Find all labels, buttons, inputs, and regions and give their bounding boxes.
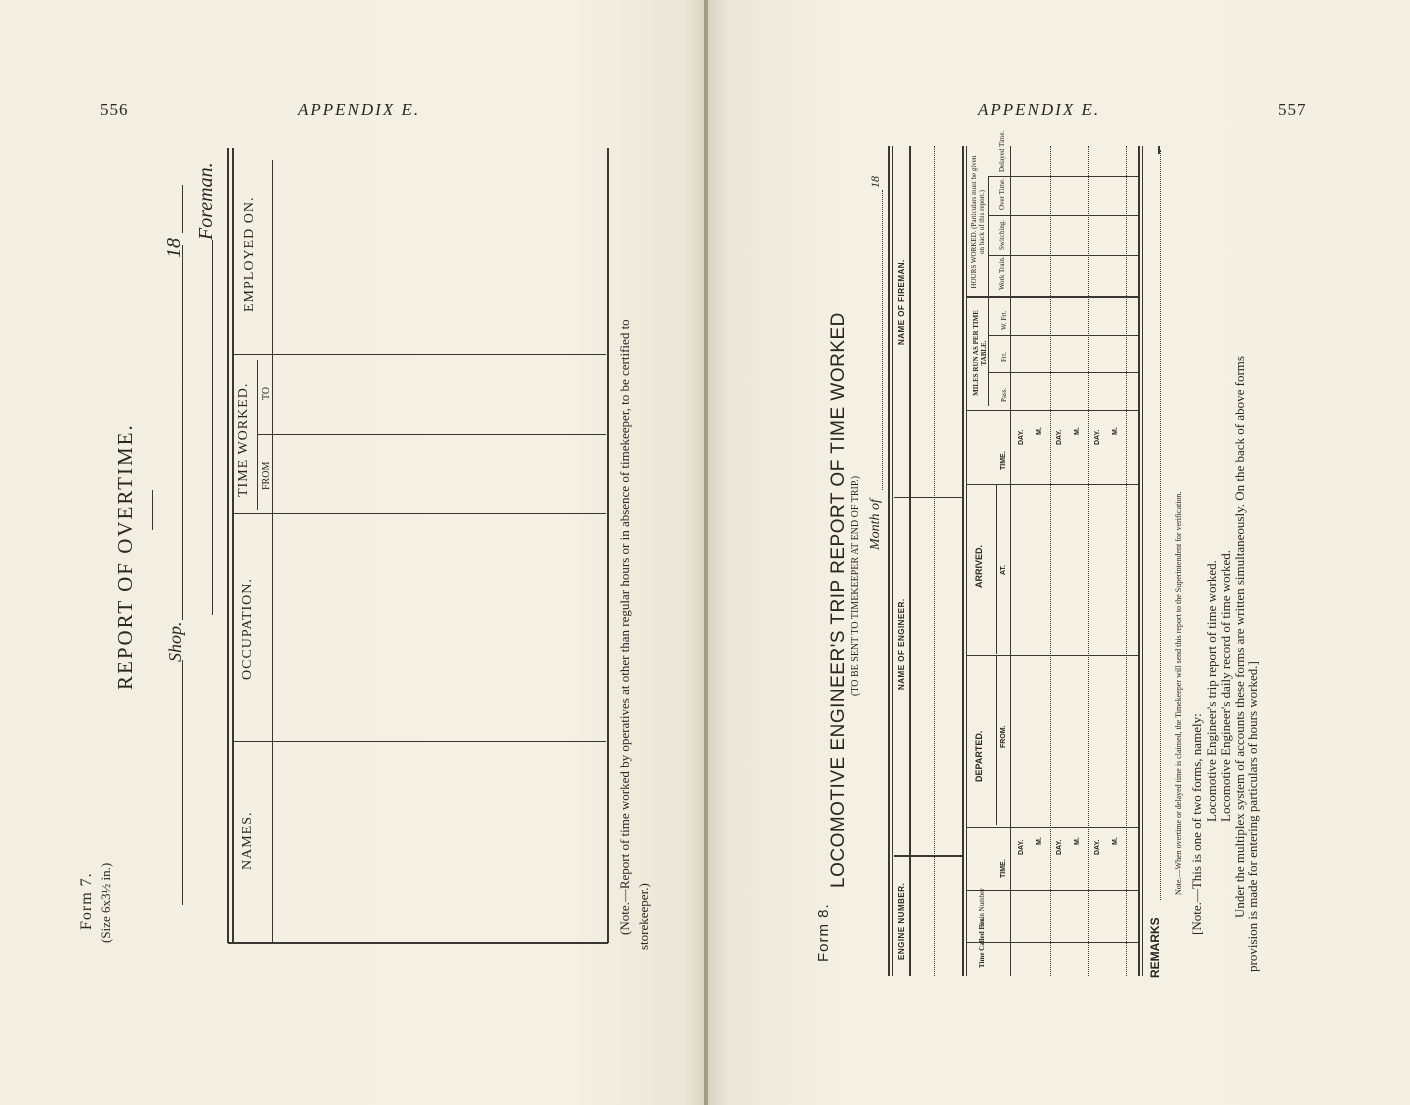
page-number: 556 (100, 100, 129, 119)
departed-day-1: DAY. (1018, 839, 1025, 855)
footnote-line-5: provision is made for entering particulars of hours worked.] (1245, 661, 1260, 972)
departed-m-1: M. (1036, 837, 1043, 845)
date-year-line (182, 185, 183, 233)
arrived-day-3: DAY. (1094, 429, 1101, 445)
shop-label: Shop. (165, 621, 185, 662)
column-employed-on: EMPLOYED ON. (242, 196, 257, 312)
engine-number-field: ENGINE NUMBER. (897, 882, 906, 960)
column-from: FROM (261, 461, 272, 490)
footnote-line-1: [Note.—This is one of two forms, namely: (1189, 713, 1204, 935)
form-subtitle: (TO BE SENT TO TIMEKEEPER AT END OF TRIP.) (850, 475, 861, 696)
footnote-line-4: Under the multiplex system of accounts these forms are written simultaneously. On the back of above forms (1232, 356, 1247, 918)
note-line-1: (Note.—Report of time worked by operatives at other than regular hours or in absence of timekeeper, to be certified to (617, 319, 632, 935)
column-occupation: OCCUPATION. (240, 578, 255, 680)
column-departed: DEPARTED. (974, 730, 984, 782)
column-arrived-time: TIME. (1000, 451, 1007, 470)
form-note: Note.—When overtime or delayed time is claimed, the Timekeeper will send this report to the Superintendent for verification. (1174, 491, 1183, 895)
fireman-name-field: NAME OF FIREMAN. (897, 259, 906, 345)
form-label: Form 8. (815, 903, 832, 962)
arrived-day-1: DAY. (1018, 429, 1025, 445)
form-title: REPORT OF OVERTIME. (113, 423, 137, 690)
departed-m-3: M. (1112, 837, 1119, 845)
departed-day-2: DAY. (1056, 839, 1063, 855)
shop-blank-line (182, 660, 183, 905)
arrived-m-2: M. (1074, 427, 1081, 435)
column-miles-frt: Frt. (1000, 352, 1008, 362)
form-size: (Size 6x3½ in.) (98, 862, 113, 943)
column-miles-wfrt: W. Frt. (1000, 310, 1008, 330)
foreman-blank-line (212, 240, 213, 615)
remarks-line (1160, 150, 1161, 900)
column-arrived: ARRIVED. (974, 544, 984, 588)
form-title: LOCOMOTIVE ENGINEER'S TRIP REPORT OF TIME WORKED (828, 312, 849, 888)
page-number: 557 (1278, 100, 1307, 119)
title-rule (152, 490, 153, 530)
note-line-2: storekeeper.) (636, 883, 651, 950)
footnote-line-3: Locomotive Engineer's daily record of time worked. (1218, 549, 1233, 822)
column-switching: Switching. (998, 219, 1006, 250)
footnote-line-2: Locomotive Engineer's trip report of time worked. (1204, 560, 1219, 822)
foreman-label: Foreman. (195, 162, 217, 240)
column-work-train: Work Train. (998, 256, 1006, 290)
date-blank-line (182, 245, 183, 620)
departed-m-2: M. (1074, 837, 1081, 845)
column-miles-run: MILES RUN AS PER TIME TABLE. (972, 310, 988, 396)
column-train-number: Train Number (978, 888, 986, 928)
departed-day-3: DAY. (1094, 839, 1101, 855)
column-miles-pass: Pass. (1000, 387, 1008, 402)
running-head: APPENDIX E. (298, 100, 421, 119)
column-delayed-time: Delayed Time. (998, 130, 1006, 172)
column-over-time: Over Time. (998, 178, 1006, 210)
running-head: APPENDIX E. (978, 100, 1101, 119)
month-label: Month of (868, 499, 883, 550)
form-label: Form 7. (78, 872, 95, 930)
arrived-day-2: DAY. (1056, 429, 1063, 445)
month-blank-line (882, 190, 883, 490)
column-names: NAMES. (240, 811, 255, 870)
engineer-name-field: NAME OF ENGINEER. (897, 598, 906, 690)
remarks-label: REMARKS (1148, 917, 1162, 978)
arrived-m-3: M. (1112, 427, 1119, 435)
column-departed-time: TIME. (1000, 859, 1007, 878)
column-arrived-at: AT. (1000, 565, 1007, 575)
year-label: 18 (868, 176, 882, 188)
right-page (708, 0, 1410, 1105)
column-time-called: Time Called For. (978, 917, 986, 968)
column-to: TO (261, 386, 272, 400)
column-time-worked: TIME WORKED. (236, 382, 251, 497)
column-departed-from: FROM. (1000, 725, 1007, 748)
column-hours-worked: HOURS WORKED. (Particulars must be given on back of this report.) (970, 155, 986, 289)
arrived-m-1: M. (1036, 427, 1043, 435)
date-label: 18 (163, 238, 185, 258)
